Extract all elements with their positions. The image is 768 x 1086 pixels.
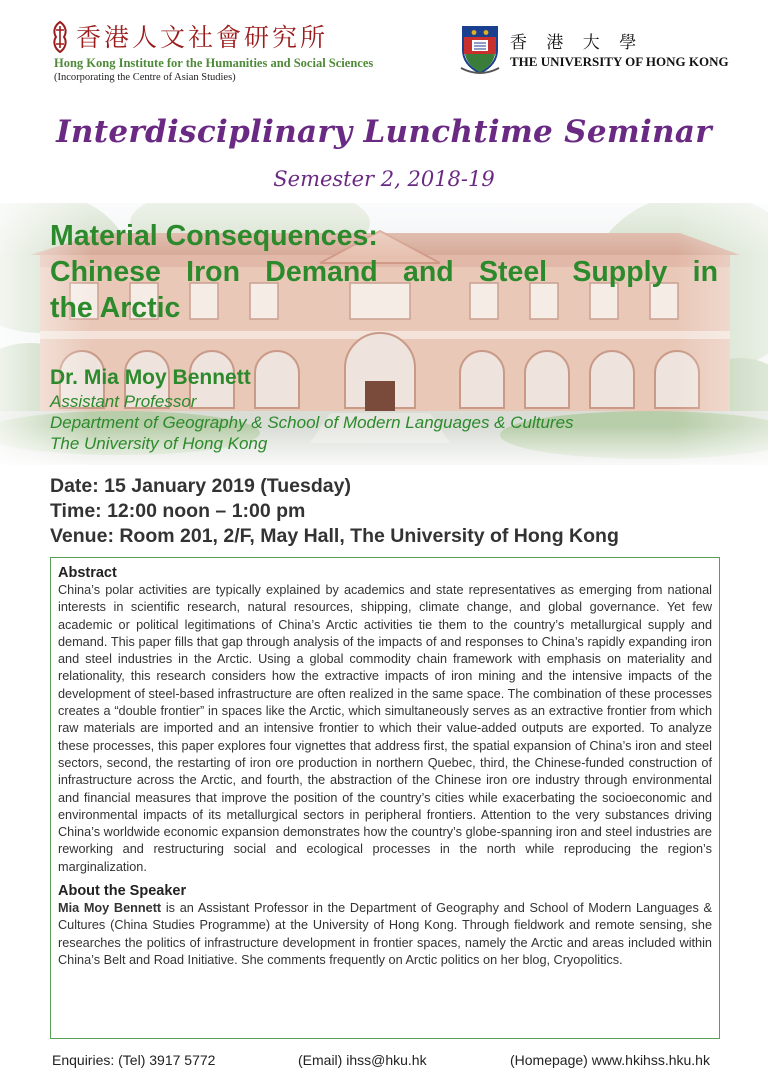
speaker-university: The University of Hong Kong — [50, 434, 268, 453]
institute-chinese-name: 香港人文社會研究所 — [76, 23, 329, 52]
abstract-text: China’s polar activities are typically explained by academics and state representatives as emerging from national interests in scientific research, natural resources, shipping, climate change, and global governance. Yet few academic or political legitimations of China’s Arctic activities tie them to the country’s metallurgical supply and demand. This paper fills that gap through analysis of the impacts of and responses to China’s rapidly expanding iron and steel industries in the Arctic. Using a global commodity chain framework with emphasis on materiality and relationality, this research considers how the extractive impacts of iron mining and the intensive impacts of the development of steel-based infrastructure are often realized in the same space. The combination of these processes creates a “double frontier” in spaces like the Arctic, which simultaneously serves as an extractive frontier from which raw materials are imported and an intensive frontier to which their value-added outputs are exported. To analyze these processes, this paper explores four vignettes that address first, the spatial expansion of China’s iron and steel sectors, second, the restarting of iron ore production in northern Quebec, third, the Chinese-funded construction of infrastructure across the Arctic, and fourth, the abstraction of the Chinese iron ore industry through environmental and financial measures that improve the position of the country’s cities while exacerbating the socioeconomic and environmental impacts of its metallurgical sectors in peripheral frontiers. Attention to the very substances driving China’s worldwide economic expansion demonstrates how the country’s globe-spanning iron and steel industries are reworking and restructuring social and ecological processes in the north while reproducing the region’s marginalization. — [58, 583, 712, 874]
speaker-name: Dr. Mia Moy Bennett — [50, 366, 251, 389]
about-speaker-bio: is an Assistant Professor in the Department of Geography and School of Modern Languages & Cultures (China Studies Programme) at the University of Hong Kong. Through fieldwork and remote sensing, she researches the politics of infrastructure development in frontier spaces, namely the Arctic and areas included within China’s Belt and Road Initiative. She comments frequently on Arctic politics on her blog, Cryopolitics. — [58, 901, 712, 967]
institute-subtitle: (Incorporating the Centre of Asian Studies) — [54, 72, 236, 83]
abstract-box — [50, 557, 720, 1039]
talk-title-line-1: Material Consequences: — [50, 220, 378, 252]
event-date: Date: 15 January 2019 (Tuesday) — [50, 475, 351, 497]
event-venue: Venue: Room 201, 2/F, May Hall, The University of Hong Kong — [50, 525, 619, 547]
about-speaker-text — [58, 900, 712, 969]
seminar-title: Interdisciplinary Lunchtime Seminar — [56, 114, 712, 150]
university-logo — [460, 24, 730, 79]
event-time: Time: 12:00 noon – 1:00 pm — [50, 500, 306, 522]
about-speaker-heading: About the Speaker — [58, 883, 187, 900]
talk-title-line-3: the Arctic — [50, 292, 181, 324]
institute-seal-icon — [50, 20, 70, 54]
speaker-position: Assistant Professor — [50, 392, 197, 411]
university-english-name: THE UNIVERSITY OF HONG KONG — [510, 54, 729, 69]
enquiries-tel: Enquiries: (Tel) 3917 5772 — [52, 1052, 216, 1068]
institute-english-name: Hong Kong Institute for the Humanities and Social Sciences — [54, 56, 374, 70]
enquiries-email[interactable]: (Email) ihss@hku.hk — [298, 1052, 427, 1068]
talk-title-line-2: Chinese Iron Demand and Steel Supply in — [50, 256, 718, 288]
about-speaker-name: Mia Moy Bennett — [58, 901, 162, 916]
hku-crest-icon — [460, 24, 500, 76]
talk-title — [50, 218, 718, 326]
enquiries-homepage[interactable]: (Homepage) www.hkihss.hku.hk — [510, 1052, 710, 1068]
university-chinese-name: 香 港 大 學 — [510, 33, 644, 53]
speaker-department: Department of Geography & School of Modern Languages & Cultures — [50, 413, 574, 432]
abstract-heading: Abstract — [58, 565, 117, 581]
semester-label: Semester 2, 2018-19 — [273, 167, 495, 191]
